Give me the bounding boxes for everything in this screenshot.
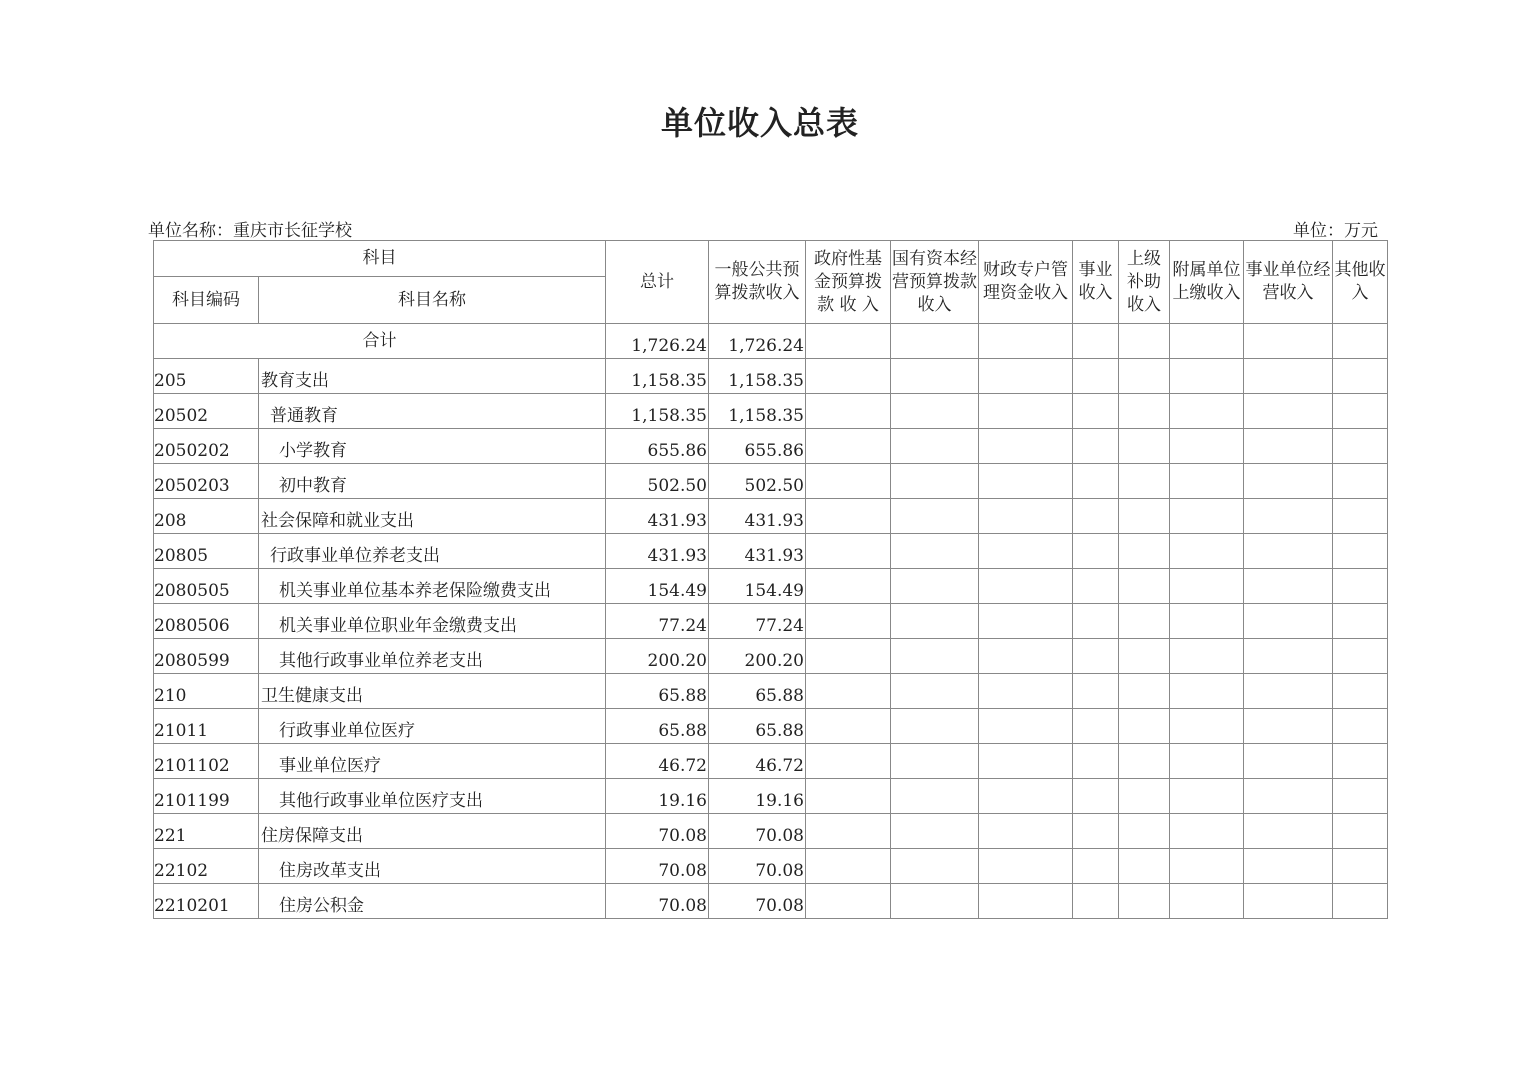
table-row: [154, 674, 1388, 709]
empty-cell: [891, 359, 979, 394]
header-business-income: 事业收入: [1073, 241, 1119, 324]
empty-cell: [979, 534, 1073, 569]
subject-code: 2080505: [154, 569, 259, 604]
unit-label: 单位：万元: [1293, 221, 1378, 241]
header-fiscal-special: 财政专户管理资金收入: [979, 241, 1073, 324]
empty-cell: [1073, 464, 1119, 499]
total-value: 200.20: [606, 639, 709, 674]
empty-cell: [1073, 674, 1119, 709]
total-value: 1,158.35: [606, 359, 709, 394]
empty-cell: [1073, 569, 1119, 604]
empty-cell: [1333, 534, 1388, 569]
table-row: [154, 569, 1388, 604]
empty-cell: [1333, 639, 1388, 674]
empty-cell: [1170, 639, 1244, 674]
subject-name: 初中教育: [259, 464, 606, 499]
empty-cell: [1333, 779, 1388, 814]
empty-cell: [1073, 814, 1119, 849]
empty-cell: [1333, 674, 1388, 709]
empty-cell: [1333, 324, 1388, 359]
subject-name: 卫生健康支出: [259, 674, 606, 709]
subject-code: 2080506: [154, 604, 259, 639]
empty-cell: [979, 604, 1073, 639]
empty-cell: [1119, 569, 1170, 604]
header-general-budget: 一般公共预算拨款收入: [709, 241, 806, 324]
subject-name: 住房保障支出: [259, 814, 606, 849]
table-row: [154, 779, 1388, 814]
empty-cell: [891, 499, 979, 534]
general-budget-value: 65.88: [709, 709, 806, 744]
header-superior-subsidy: 上级补助收入: [1119, 241, 1170, 324]
empty-cell: [806, 779, 891, 814]
empty-cell: [806, 639, 891, 674]
table-row: [154, 639, 1388, 674]
empty-cell: [1119, 324, 1170, 359]
empty-cell: [1073, 604, 1119, 639]
empty-cell: [1170, 779, 1244, 814]
empty-cell: [979, 429, 1073, 464]
empty-cell: [1170, 429, 1244, 464]
subject-code: 221: [154, 814, 259, 849]
empty-cell: [1333, 394, 1388, 429]
empty-cell: [891, 849, 979, 884]
empty-cell: [1333, 884, 1388, 919]
total-label: 合计: [154, 324, 606, 359]
empty-cell: [979, 884, 1073, 919]
empty-cell: [1333, 569, 1388, 604]
header-code: 科目编码: [154, 277, 259, 324]
subject-name: 其他行政事业单位医疗支出: [259, 779, 606, 814]
table-row: [154, 394, 1388, 429]
subject-code: 208: [154, 499, 259, 534]
empty-cell: [891, 744, 979, 779]
empty-cell: [1119, 779, 1170, 814]
empty-cell: [1244, 429, 1333, 464]
empty-cell: [806, 394, 891, 429]
table-row: [154, 429, 1388, 464]
empty-cell: [1170, 709, 1244, 744]
empty-cell: [1170, 884, 1244, 919]
subject-code: 21011: [154, 709, 259, 744]
empty-cell: [806, 814, 891, 849]
empty-cell: [1170, 814, 1244, 849]
empty-cell: [1244, 324, 1333, 359]
subject-code: 205: [154, 359, 259, 394]
total-value: 502.50: [606, 464, 709, 499]
general-budget-value: 70.08: [709, 849, 806, 884]
empty-cell: [1244, 674, 1333, 709]
empty-cell: [891, 639, 979, 674]
empty-cell: [979, 359, 1073, 394]
unit-name-label: 单位名称：重庆市长征学校: [148, 221, 352, 241]
empty-cell: [979, 639, 1073, 674]
total-value: 431.93: [606, 534, 709, 569]
empty-cell: [806, 429, 891, 464]
empty-cell: [1244, 604, 1333, 639]
subject-name: 行政事业单位医疗: [259, 709, 606, 744]
empty-cell: [1244, 394, 1333, 429]
empty-cell: [806, 534, 891, 569]
header-operating-income: 事业单位经营收入: [1244, 241, 1333, 324]
empty-cell: [1170, 394, 1244, 429]
general-budget-value: 19.16: [709, 779, 806, 814]
subject-name: 普通教育: [259, 394, 606, 429]
empty-cell: [979, 324, 1073, 359]
empty-cell: [1119, 429, 1170, 464]
empty-cell: [979, 779, 1073, 814]
empty-cell: [979, 394, 1073, 429]
total-general-value: 1,726.24: [709, 324, 806, 359]
empty-cell: [1333, 849, 1388, 884]
table-row: [154, 709, 1388, 744]
empty-cell: [1073, 324, 1119, 359]
total-value: 431.93: [606, 499, 709, 534]
general-budget-value: 70.08: [709, 884, 806, 919]
header-subject: 科目: [154, 241, 606, 277]
empty-cell: [1244, 569, 1333, 604]
general-budget-value: 65.88: [709, 674, 806, 709]
subject-code: 210: [154, 674, 259, 709]
empty-cell: [979, 464, 1073, 499]
empty-cell: [1170, 499, 1244, 534]
empty-cell: [891, 709, 979, 744]
empty-cell: [1244, 534, 1333, 569]
empty-cell: [1119, 359, 1170, 394]
empty-cell: [1244, 359, 1333, 394]
general-budget-value: 1,158.35: [709, 394, 806, 429]
empty-cell: [891, 604, 979, 639]
total-value: 1,158.35: [606, 394, 709, 429]
empty-cell: [806, 884, 891, 919]
empty-cell: [1333, 359, 1388, 394]
empty-cell: [1119, 604, 1170, 639]
page-title: 单位收入总表: [660, 104, 859, 142]
empty-cell: [1119, 534, 1170, 569]
empty-cell: [1119, 709, 1170, 744]
subject-code: 22102: [154, 849, 259, 884]
empty-cell: [1333, 604, 1388, 639]
empty-cell: [1073, 849, 1119, 884]
empty-cell: [1170, 849, 1244, 884]
empty-cell: [1073, 884, 1119, 919]
empty-cell: [1333, 709, 1388, 744]
empty-cell: [1073, 534, 1119, 569]
empty-cell: [1073, 499, 1119, 534]
empty-cell: [979, 744, 1073, 779]
empty-cell: [891, 324, 979, 359]
empty-cell: [979, 849, 1073, 884]
table-row: [154, 534, 1388, 569]
table-row: [154, 499, 1388, 534]
subject-code: 2080599: [154, 639, 259, 674]
header-state-capital: 国有资本经营预算拨款收入: [891, 241, 979, 324]
empty-cell: [979, 674, 1073, 709]
empty-cell: [1073, 744, 1119, 779]
general-budget-value: 70.08: [709, 814, 806, 849]
subject-name: 机关事业单位职业年金缴费支出: [259, 604, 606, 639]
total-value: 65.88: [606, 709, 709, 744]
empty-cell: [891, 534, 979, 569]
subject-code: 20502: [154, 394, 259, 429]
subject-name: 其他行政事业单位养老支出: [259, 639, 606, 674]
header-other-income: 其他收入: [1333, 241, 1388, 324]
header-name: 科目名称: [259, 277, 606, 324]
subject-name: 机关事业单位基本养老保险缴费支出: [259, 569, 606, 604]
general-budget-value: 431.93: [709, 499, 806, 534]
empty-cell: [1073, 709, 1119, 744]
empty-cell: [1119, 744, 1170, 779]
empty-cell: [1073, 429, 1119, 464]
empty-cell: [806, 464, 891, 499]
table-row: [154, 814, 1388, 849]
empty-cell: [891, 429, 979, 464]
empty-cell: [891, 884, 979, 919]
general-budget-value: 77.24: [709, 604, 806, 639]
empty-cell: [806, 849, 891, 884]
empty-cell: [1244, 709, 1333, 744]
header-affiliate-income: 附属单位上缴收入: [1170, 241, 1244, 324]
subject-code: 2050203: [154, 464, 259, 499]
total-value: 46.72: [606, 744, 709, 779]
total-value: 1,726.24: [606, 324, 709, 359]
general-budget-value: 1,158.35: [709, 359, 806, 394]
empty-cell: [1333, 814, 1388, 849]
empty-cell: [979, 569, 1073, 604]
empty-cell: [1333, 744, 1388, 779]
empty-cell: [979, 814, 1073, 849]
empty-cell: [1244, 779, 1333, 814]
subject-name: 小学教育: [259, 429, 606, 464]
general-budget-value: 46.72: [709, 744, 806, 779]
empty-cell: [1119, 464, 1170, 499]
empty-cell: [1119, 639, 1170, 674]
table-row: [154, 884, 1388, 919]
table-row: [154, 744, 1388, 779]
empty-cell: [979, 499, 1073, 534]
empty-cell: [1073, 394, 1119, 429]
total-value: 65.88: [606, 674, 709, 709]
table-row: [154, 359, 1388, 394]
total-value: 70.08: [606, 884, 709, 919]
subject-code: 20805: [154, 534, 259, 569]
subject-code: 2101199: [154, 779, 259, 814]
empty-cell: [1073, 779, 1119, 814]
header-total: 总计: [606, 241, 709, 324]
general-budget-value: 655.86: [709, 429, 806, 464]
empty-cell: [1170, 324, 1244, 359]
total-row: [154, 324, 1388, 359]
empty-cell: [806, 324, 891, 359]
empty-cell: [1073, 639, 1119, 674]
empty-cell: [1119, 814, 1170, 849]
general-budget-value: 431.93: [709, 534, 806, 569]
empty-cell: [1170, 534, 1244, 569]
general-budget-value: 502.50: [709, 464, 806, 499]
empty-cell: [891, 394, 979, 429]
empty-cell: [1119, 849, 1170, 884]
empty-cell: [1119, 674, 1170, 709]
empty-cell: [1333, 499, 1388, 534]
empty-cell: [806, 359, 891, 394]
empty-cell: [1333, 429, 1388, 464]
empty-cell: [1333, 464, 1388, 499]
empty-cell: [1170, 744, 1244, 779]
empty-cell: [891, 569, 979, 604]
table-row: [154, 464, 1388, 499]
empty-cell: [806, 604, 891, 639]
empty-cell: [1170, 674, 1244, 709]
total-value: 154.49: [606, 569, 709, 604]
subject-name: 住房公积金: [259, 884, 606, 919]
header-gov-fund: 政府性基金预算拨款 收 入: [806, 241, 891, 324]
empty-cell: [1244, 814, 1333, 849]
total-value: 19.16: [606, 779, 709, 814]
total-value: 77.24: [606, 604, 709, 639]
total-value: 70.08: [606, 849, 709, 884]
subject-name: 住房改革支出: [259, 849, 606, 884]
empty-cell: [1244, 464, 1333, 499]
subject-name: 行政事业单位养老支出: [259, 534, 606, 569]
empty-cell: [1244, 499, 1333, 534]
income-summary-table: [153, 240, 1388, 919]
empty-cell: [806, 674, 891, 709]
empty-cell: [1244, 639, 1333, 674]
empty-cell: [1119, 394, 1170, 429]
table-row: [154, 604, 1388, 639]
empty-cell: [1119, 884, 1170, 919]
empty-cell: [1244, 849, 1333, 884]
empty-cell: [1244, 884, 1333, 919]
empty-cell: [806, 499, 891, 534]
empty-cell: [1170, 569, 1244, 604]
empty-cell: [891, 779, 979, 814]
empty-cell: [1170, 464, 1244, 499]
empty-cell: [1073, 359, 1119, 394]
subject-code: 2101102: [154, 744, 259, 779]
empty-cell: [806, 569, 891, 604]
subject-code: 2050202: [154, 429, 259, 464]
empty-cell: [1244, 744, 1333, 779]
empty-cell: [891, 464, 979, 499]
empty-cell: [891, 814, 979, 849]
empty-cell: [806, 744, 891, 779]
total-value: 70.08: [606, 814, 709, 849]
general-budget-value: 154.49: [709, 569, 806, 604]
empty-cell: [806, 709, 891, 744]
subject-name: 社会保障和就业支出: [259, 499, 606, 534]
total-value: 655.86: [606, 429, 709, 464]
subject-name: 事业单位医疗: [259, 744, 606, 779]
subject-name: 教育支出: [259, 359, 606, 394]
general-budget-value: 200.20: [709, 639, 806, 674]
table-row: [154, 849, 1388, 884]
subject-code: 2210201: [154, 884, 259, 919]
empty-cell: [1170, 359, 1244, 394]
empty-cell: [1170, 604, 1244, 639]
empty-cell: [979, 709, 1073, 744]
empty-cell: [1119, 499, 1170, 534]
empty-cell: [891, 674, 979, 709]
